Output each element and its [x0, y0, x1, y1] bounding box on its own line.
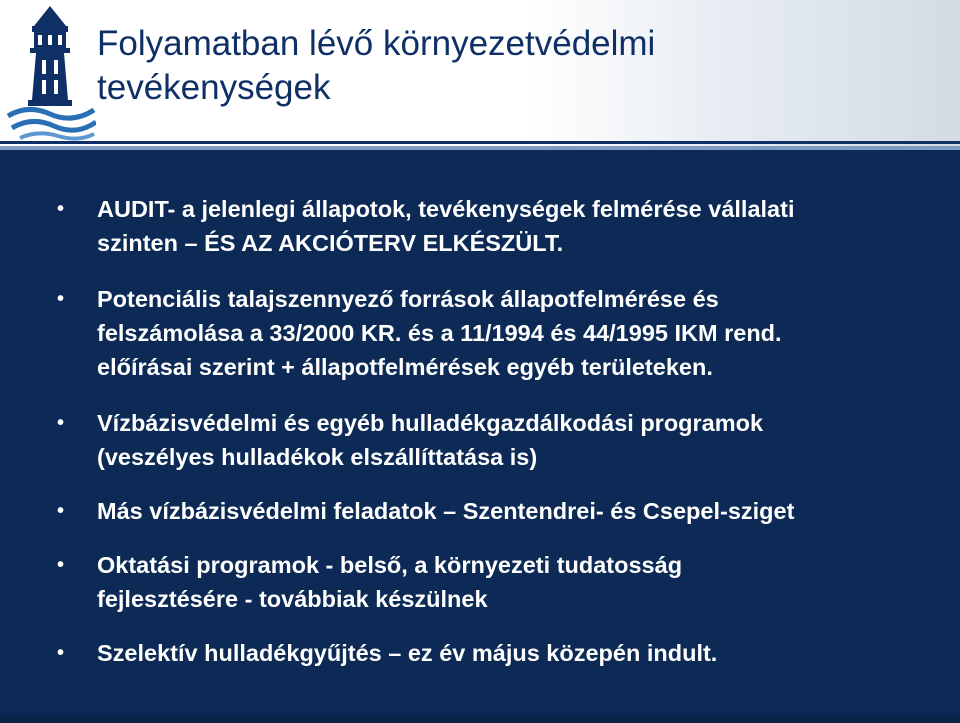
bullet-text-line: felszámolása a 33/2000 KR. és a 11/1994 és 44/1995 IKM rend. — [97, 320, 782, 346]
bullet-item — [0, 548, 960, 616]
bullet-dot-icon: • — [57, 500, 65, 522]
bullet-text-line: Potenciális talajszennyező források állapotfelmérése és — [97, 286, 719, 312]
bullet-dot-icon: • — [57, 554, 65, 576]
bullet-text-line: Más vízbázisvédelmi feladatok – Szentendrei- és Csepel-sziget — [97, 498, 795, 524]
bullet-item — [0, 494, 960, 528]
bullet-dot-icon: • — [57, 412, 65, 434]
slide-title-line: tevékenységek — [97, 68, 331, 107]
bullet-text-line: előírásai szerint + állapotfelmérések egyéb területeken. — [97, 354, 713, 380]
bullet-text-line: Oktatási programok - belső, a környezeti tudatosság — [97, 552, 683, 578]
footer-strip — [0, 715, 960, 723]
slide-title-line: Folyamatban lévő környezetvédelmi — [97, 24, 656, 63]
bullet-text-line: Vízbázisvédelmi és egyéb hulladékgazdálkodási programok — [97, 410, 764, 436]
bullet-item — [0, 192, 960, 260]
slide-header — [0, 0, 960, 150]
bullet-dot-icon: • — [57, 642, 65, 664]
water-tower-logo-icon — [4, 4, 96, 144]
bullet-item — [0, 406, 960, 474]
bullet-item — [0, 282, 960, 384]
slide-title — [97, 22, 857, 110]
content-panel — [0, 150, 960, 723]
bullet-dot-icon: • — [57, 198, 65, 220]
bullet-text-line: Szelektív hulladékgyűjtés – ez év május közepén indult. — [97, 640, 718, 666]
bullet-item — [0, 636, 960, 670]
bullet-text-line: (veszélyes hulladékok elszállíttatása is) — [97, 444, 538, 470]
bullet-text-line: fejlesztésére - továbbiak készülnek — [97, 586, 488, 612]
bullet-list — [0, 192, 960, 670]
bullet-dot-icon: • — [57, 288, 65, 310]
bullet-text-line: szinten – ÉS AZ AKCIÓTERV ELKÉSZÜLT. — [97, 230, 564, 256]
bullet-text-line: AUDIT- a jelenlegi állapotok, tevékenységek felmérése vállalati — [97, 196, 795, 222]
header-divider — [0, 141, 960, 144]
